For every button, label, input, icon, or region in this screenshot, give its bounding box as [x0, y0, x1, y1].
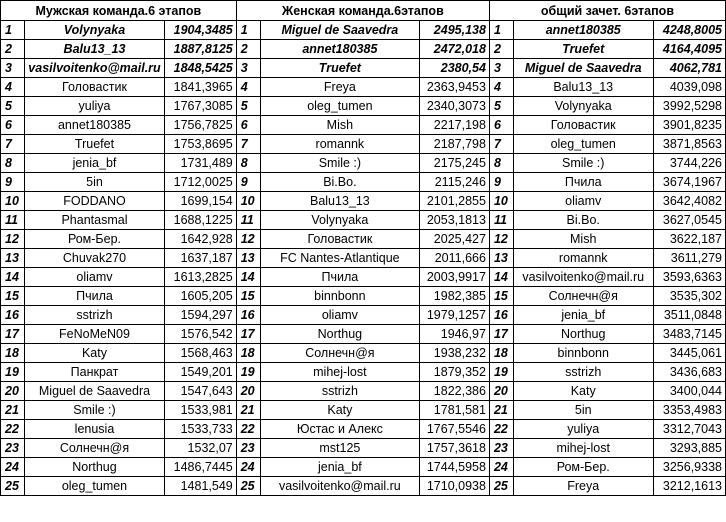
men-name-cell[interactable]: Пчила: [24, 287, 164, 306]
women-name-cell[interactable]: Volynyaka: [260, 211, 420, 230]
overall-rank-cell[interactable]: 5: [489, 97, 513, 116]
men-rank-cell[interactable]: 7: [1, 135, 25, 154]
overall-rank-cell[interactable]: 11: [489, 211, 513, 230]
overall-rank-cell[interactable]: 16: [489, 306, 513, 325]
women-rank-cell[interactable]: 23: [236, 439, 260, 458]
table-row: [1, 249, 726, 268]
women-rank-cell[interactable]: 1: [236, 21, 260, 40]
men-score-cell[interactable]: 1547,643: [165, 382, 237, 401]
overall-rank-cell[interactable]: 13: [489, 249, 513, 268]
overall-name-cell[interactable]: sstrizh: [513, 363, 653, 382]
women-name-cell[interactable]: binnbonn: [260, 287, 420, 306]
table-row: [1, 439, 726, 458]
table-row: [1, 40, 726, 59]
table-row: [1, 325, 726, 344]
men-name-cell[interactable]: oleg_tumen: [24, 477, 164, 496]
overall-rank-cell[interactable]: 17: [489, 325, 513, 344]
table-row: [1, 211, 726, 230]
table-row: [1, 363, 726, 382]
overall-rank-cell[interactable]: 12: [489, 230, 513, 249]
women-name-cell[interactable]: Юстас и Алекс: [260, 420, 420, 439]
overall-score-cell[interactable]: 3593,6363: [653, 268, 725, 287]
women-score-cell[interactable]: 1757,3618: [420, 439, 490, 458]
overall-rank-cell[interactable]: 4: [489, 78, 513, 97]
men-score-cell[interactable]: 1712,0025: [165, 173, 237, 192]
women-name-cell[interactable]: annet180385: [260, 40, 420, 59]
table-row: [1, 344, 726, 363]
women-rank-cell[interactable]: 6: [236, 116, 260, 135]
women-rank-cell[interactable]: 5: [236, 97, 260, 116]
overall-score-cell[interactable]: 3511,0848: [653, 306, 725, 325]
men-rank-cell[interactable]: 20: [1, 382, 25, 401]
men-name-cell[interactable]: Chuvak270: [24, 249, 164, 268]
men-rank-cell[interactable]: 10: [1, 192, 25, 211]
table-row: [1, 401, 726, 420]
women-score-cell[interactable]: 1781,581: [420, 401, 490, 420]
overall-score-cell[interactable]: 3256,9338: [653, 458, 725, 477]
men-rank-cell[interactable]: 18: [1, 344, 25, 363]
men-rank-cell[interactable]: 2: [1, 40, 25, 59]
overall-rank-cell[interactable]: 25: [489, 477, 513, 496]
women-rank-cell[interactable]: 3: [236, 59, 260, 78]
men-rank-cell[interactable]: 13: [1, 249, 25, 268]
overall-score-cell[interactable]: 4248,8005: [653, 21, 725, 40]
men-rank-cell[interactable]: 8: [1, 154, 25, 173]
women-score-cell[interactable]: 2115,246: [420, 173, 490, 192]
women-rank-cell[interactable]: 2: [236, 40, 260, 59]
women-score-cell[interactable]: 1767,5546: [420, 420, 490, 439]
women-rank-cell[interactable]: 13: [236, 249, 260, 268]
men-rank-cell[interactable]: 5: [1, 97, 25, 116]
table-row: [1, 306, 726, 325]
men-name-cell[interactable]: jenia_bf: [24, 154, 164, 173]
overall-rank-cell[interactable]: 21: [489, 401, 513, 420]
men-rank-cell[interactable]: 23: [1, 439, 25, 458]
overall-rank-cell[interactable]: 20: [489, 382, 513, 401]
men-score-cell[interactable]: 1887,8125: [165, 40, 237, 59]
women-score-cell[interactable]: 2495,138: [420, 21, 490, 40]
women-name-cell[interactable]: FC Nantes-Atlantique: [260, 249, 420, 268]
overall-name-cell[interactable]: Truefet: [513, 40, 653, 59]
table-row: [1, 458, 726, 477]
overall-score-cell[interactable]: 3535,302: [653, 287, 725, 306]
men-score-cell[interactable]: 1613,2825: [165, 268, 237, 287]
women-name-cell[interactable]: romannk: [260, 135, 420, 154]
men-score-cell[interactable]: 1841,3965: [165, 78, 237, 97]
table-row: [1, 59, 726, 78]
table-row: [1, 477, 726, 496]
men-name-cell[interactable]: lenusia: [24, 420, 164, 439]
overall-name-cell[interactable]: Volynyaka: [513, 97, 653, 116]
overall-name-cell[interactable]: Солнечн@я: [513, 287, 653, 306]
women-name-cell[interactable]: jenia_bf: [260, 458, 420, 477]
men-score-cell[interactable]: 1767,3085: [165, 97, 237, 116]
table-row: [1, 78, 726, 97]
overall-name-cell[interactable]: Ром-Бер.: [513, 458, 653, 477]
women-score-cell[interactable]: 2101,2855: [420, 192, 490, 211]
women-name-cell[interactable]: Mish: [260, 116, 420, 135]
men-name-cell[interactable]: Phantasmal: [24, 211, 164, 230]
men-name-cell[interactable]: Miguel de Saavedra: [24, 382, 164, 401]
women-score-cell[interactable]: 2363,9453: [420, 78, 490, 97]
overall-score-cell[interactable]: 3353,4983: [653, 401, 725, 420]
men-score-cell[interactable]: 1605,205: [165, 287, 237, 306]
women-score-cell[interactable]: 2340,3073: [420, 97, 490, 116]
table-row: [1, 287, 726, 306]
men-name-cell[interactable]: sstrizh: [24, 306, 164, 325]
men-name-cell[interactable]: Smile :): [24, 401, 164, 420]
men-name-cell[interactable]: Ром-Бер.: [24, 230, 164, 249]
men-score-cell[interactable]: 1481,549: [165, 477, 237, 496]
table-row: [1, 230, 726, 249]
men-name-cell[interactable]: annet180385: [24, 116, 164, 135]
overall-score-cell[interactable]: 3436,683: [653, 363, 725, 382]
women-team-header[interactable]: Женская команда.6этапов: [236, 1, 489, 21]
overall-score-cell[interactable]: 3400,044: [653, 382, 725, 401]
men-rank-cell[interactable]: 19: [1, 363, 25, 382]
overall-name-cell[interactable]: binnbonn: [513, 344, 653, 363]
women-name-cell[interactable]: Солнечн@я: [260, 344, 420, 363]
overall-name-cell[interactable]: Пчила: [513, 173, 653, 192]
women-rank-cell[interactable]: 10: [236, 192, 260, 211]
men-name-cell[interactable]: Солнечн@я: [24, 439, 164, 458]
overall-score-cell[interactable]: 4039,098: [653, 78, 725, 97]
women-score-cell[interactable]: 2380,54: [420, 59, 490, 78]
men-rank-cell[interactable]: 4: [1, 78, 25, 97]
overall-score-cell[interactable]: 3611,279: [653, 249, 725, 268]
women-rank-cell[interactable]: 18: [236, 344, 260, 363]
overall-rank-cell[interactable]: 7: [489, 135, 513, 154]
overall-rank-cell[interactable]: 8: [489, 154, 513, 173]
table-row: [1, 135, 726, 154]
women-score-cell[interactable]: 1744,5958: [420, 458, 490, 477]
overall-score-cell[interactable]: 3744,226: [653, 154, 725, 173]
table-row: [1, 173, 726, 192]
overall-rank-cell[interactable]: 18: [489, 344, 513, 363]
women-rank-cell[interactable]: 11: [236, 211, 260, 230]
overall-name-cell[interactable]: oleg_tumen: [513, 135, 653, 154]
men-rank-cell[interactable]: 25: [1, 477, 25, 496]
table-row: [1, 192, 726, 211]
women-score-cell[interactable]: 2217,198: [420, 116, 490, 135]
overall-rank-cell[interactable]: 6: [489, 116, 513, 135]
men-score-cell[interactable]: 1576,542: [165, 325, 237, 344]
table-row: [1, 268, 726, 287]
women-rank-cell[interactable]: 25: [236, 477, 260, 496]
men-score-cell[interactable]: 1549,201: [165, 363, 237, 382]
overall-name-cell[interactable]: jenia_bf: [513, 306, 653, 325]
women-score-cell[interactable]: 1710,0938: [420, 477, 490, 496]
men-score-cell[interactable]: 1568,463: [165, 344, 237, 363]
overall-rank-cell[interactable]: 19: [489, 363, 513, 382]
overall-rank-cell[interactable]: 10: [489, 192, 513, 211]
men-name-cell[interactable]: FeNoMeN09: [24, 325, 164, 344]
men-score-cell[interactable]: 1532,07: [165, 439, 237, 458]
women-name-cell[interactable]: Balu13_13: [260, 192, 420, 211]
overall-name-cell[interactable]: Freya: [513, 477, 653, 496]
women-name-cell[interactable]: Freya: [260, 78, 420, 97]
overall-name-cell[interactable]: annet180385: [513, 21, 653, 40]
men-score-cell[interactable]: 1731,489: [165, 154, 237, 173]
table-row: [1, 154, 726, 173]
men-rank-cell[interactable]: 24: [1, 458, 25, 477]
men-rank-cell[interactable]: 14: [1, 268, 25, 287]
overall-score-cell[interactable]: 3674,1967: [653, 173, 725, 192]
women-name-cell[interactable]: Katy: [260, 401, 420, 420]
men-score-cell[interactable]: 1642,928: [165, 230, 237, 249]
overall-score-cell[interactable]: 3212,1613: [653, 477, 725, 496]
overall-score-cell[interactable]: 3483,7145: [653, 325, 725, 344]
overall-score-cell[interactable]: 3642,4082: [653, 192, 725, 211]
women-score-cell[interactable]: 1879,352: [420, 363, 490, 382]
overall-score-cell[interactable]: 4164,4095: [653, 40, 725, 59]
men-name-cell[interactable]: 5in: [24, 173, 164, 192]
overall-rank-cell[interactable]: 24: [489, 458, 513, 477]
overall-name-cell[interactable]: Miguel de Saavedra: [513, 59, 653, 78]
women-score-cell[interactable]: 2011,666: [420, 249, 490, 268]
women-rank-cell[interactable]: 14: [236, 268, 260, 287]
header-row: [1, 1, 726, 21]
women-rank-cell[interactable]: 4: [236, 78, 260, 97]
overall-score-cell[interactable]: 3445,061: [653, 344, 725, 363]
women-rank-cell[interactable]: 20: [236, 382, 260, 401]
men-score-cell[interactable]: 1533,981: [165, 401, 237, 420]
men-name-cell[interactable]: Головастик: [24, 78, 164, 97]
overall-rank-cell[interactable]: 14: [489, 268, 513, 287]
overall-rank-cell[interactable]: 22: [489, 420, 513, 439]
men-name-cell[interactable]: Volynyaka: [24, 21, 164, 40]
men-name-cell[interactable]: yuliya: [24, 97, 164, 116]
overall-rank-cell[interactable]: 3: [489, 59, 513, 78]
overall-name-cell[interactable]: Bi.Bo.: [513, 211, 653, 230]
men-rank-cell[interactable]: 12: [1, 230, 25, 249]
women-rank-cell[interactable]: 9: [236, 173, 260, 192]
table-row: [1, 97, 726, 116]
men-name-cell[interactable]: Katy: [24, 344, 164, 363]
women-name-cell[interactable]: mst125: [260, 439, 420, 458]
men-score-cell[interactable]: 1699,154: [165, 192, 237, 211]
women-rank-cell[interactable]: 21: [236, 401, 260, 420]
men-score-cell[interactable]: 1904,3485: [165, 21, 237, 40]
overall-score-cell[interactable]: 3622,187: [653, 230, 725, 249]
women-score-cell[interactable]: 2187,798: [420, 135, 490, 154]
men-score-cell[interactable]: 1637,187: [165, 249, 237, 268]
overall-rank-cell[interactable]: 23: [489, 439, 513, 458]
men-name-cell[interactable]: vasilvoitenko@mail.ru: [24, 59, 164, 78]
women-name-cell[interactable]: Пчила: [260, 268, 420, 287]
women-name-cell[interactable]: sstrizh: [260, 382, 420, 401]
overall-name-cell[interactable]: 5in: [513, 401, 653, 420]
overall-score-cell[interactable]: 3992,5298: [653, 97, 725, 116]
women-score-cell[interactable]: 2472,018: [420, 40, 490, 59]
women-name-cell[interactable]: oleg_tumen: [260, 97, 420, 116]
men-name-cell[interactable]: oliamv: [24, 268, 164, 287]
women-name-cell[interactable]: Truefet: [260, 59, 420, 78]
men-name-cell[interactable]: FODDANO: [24, 192, 164, 211]
overall-rank-cell[interactable]: 2: [489, 40, 513, 59]
overall-name-cell[interactable]: Mish: [513, 230, 653, 249]
men-name-cell[interactable]: Northug: [24, 458, 164, 477]
overall-score-cell[interactable]: 3901,8235: [653, 116, 725, 135]
overall-name-cell[interactable]: oliamv: [513, 192, 653, 211]
women-rank-cell[interactable]: 8: [236, 154, 260, 173]
overall-score-cell[interactable]: 3293,885: [653, 439, 725, 458]
women-name-cell[interactable]: vasilvoitenko@mail.ru: [260, 477, 420, 496]
women-name-cell[interactable]: Головастик: [260, 230, 420, 249]
men-rank-cell[interactable]: 16: [1, 306, 25, 325]
men-score-cell[interactable]: 1756,7825: [165, 116, 237, 135]
overall-score-cell[interactable]: 4062,781: [653, 59, 725, 78]
table-row: [1, 21, 726, 40]
overall-name-cell[interactable]: romannk: [513, 249, 653, 268]
women-score-cell[interactable]: 2053,1813: [420, 211, 490, 230]
men-rank-cell[interactable]: 21: [1, 401, 25, 420]
men-name-cell[interactable]: Balu13_13: [24, 40, 164, 59]
women-rank-cell[interactable]: 16: [236, 306, 260, 325]
overall-score-cell[interactable]: 3627,0545: [653, 211, 725, 230]
women-score-cell[interactable]: 1822,386: [420, 382, 490, 401]
women-score-cell[interactable]: 1979,1257: [420, 306, 490, 325]
overall-name-cell[interactable]: Katy: [513, 382, 653, 401]
overall-rank-cell[interactable]: 15: [489, 287, 513, 306]
overall-score-cell[interactable]: 3871,8563: [653, 135, 725, 154]
men-name-cell[interactable]: Truefet: [24, 135, 164, 154]
men-name-cell[interactable]: Панкрат: [24, 363, 164, 382]
men-score-cell[interactable]: 1688,1225: [165, 211, 237, 230]
women-rank-cell[interactable]: 7: [236, 135, 260, 154]
overall-name-cell[interactable]: Balu13_13: [513, 78, 653, 97]
overall-score-cell[interactable]: 3312,7043: [653, 420, 725, 439]
women-score-cell[interactable]: 1938,232: [420, 344, 490, 363]
women-rank-cell[interactable]: 22: [236, 420, 260, 439]
overall-name-cell[interactable]: Головастик: [513, 116, 653, 135]
men-rank-cell[interactable]: 9: [1, 173, 25, 192]
men-rank-cell[interactable]: 6: [1, 116, 25, 135]
women-name-cell[interactable]: oliamv: [260, 306, 420, 325]
women-rank-cell[interactable]: 15: [236, 287, 260, 306]
men-score-cell[interactable]: 1594,297: [165, 306, 237, 325]
women-name-cell[interactable]: Miguel de Saavedra: [260, 21, 420, 40]
men-rank-cell[interactable]: 15: [1, 287, 25, 306]
men-rank-cell[interactable]: 1: [1, 21, 25, 40]
women-score-cell[interactable]: 2003,9917: [420, 268, 490, 287]
men-rank-cell[interactable]: 17: [1, 325, 25, 344]
women-score-cell[interactable]: 1946,97: [420, 325, 490, 344]
women-rank-cell[interactable]: 24: [236, 458, 260, 477]
men-rank-cell[interactable]: 22: [1, 420, 25, 439]
overall-rank-cell[interactable]: 1: [489, 21, 513, 40]
women-score-cell[interactable]: 2175,245: [420, 154, 490, 173]
table-row: [1, 116, 726, 135]
overall-rank-cell[interactable]: 9: [489, 173, 513, 192]
men-score-cell[interactable]: 1753,8695: [165, 135, 237, 154]
men-rank-cell[interactable]: 3: [1, 59, 25, 78]
men-score-cell[interactable]: 1533,733: [165, 420, 237, 439]
women-name-cell[interactable]: Bi.Bo.: [260, 173, 420, 192]
overall-name-cell[interactable]: vasilvoitenko@mail.ru: [513, 268, 653, 287]
men-score-cell[interactable]: 1848,5425: [165, 59, 237, 78]
women-rank-cell[interactable]: 12: [236, 230, 260, 249]
women-name-cell[interactable]: mihej-lost: [260, 363, 420, 382]
men-team-header[interactable]: Мужская команда.6 этапов: [1, 1, 237, 21]
overall-name-cell[interactable]: mihej-lost: [513, 439, 653, 458]
women-score-cell[interactable]: 1982,385: [420, 287, 490, 306]
overall-name-cell[interactable]: Northug: [513, 325, 653, 344]
women-rank-cell[interactable]: 19: [236, 363, 260, 382]
women-name-cell[interactable]: Smile :): [260, 154, 420, 173]
women-name-cell[interactable]: Northug: [260, 325, 420, 344]
women-rank-cell[interactable]: 17: [236, 325, 260, 344]
overall-name-cell[interactable]: Smile :): [513, 154, 653, 173]
overall-standings-header[interactable]: общий зачет. 6этапов: [489, 1, 725, 21]
table-row: [1, 382, 726, 401]
table-row: [1, 420, 726, 439]
men-score-cell[interactable]: 1486,7445: [165, 458, 237, 477]
women-score-cell[interactable]: 2025,427: [420, 230, 490, 249]
overall-name-cell[interactable]: yuliya: [513, 420, 653, 439]
men-rank-cell[interactable]: 11: [1, 211, 25, 230]
